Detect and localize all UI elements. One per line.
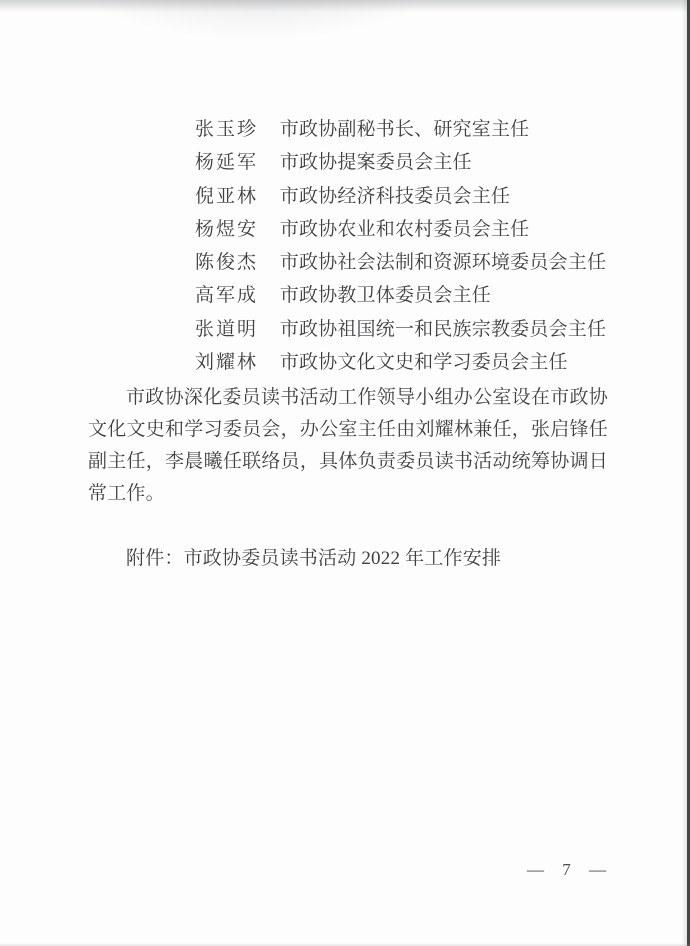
roster-row [195, 146, 606, 179]
roster-row [195, 213, 606, 246]
official-name: 高军成 [195, 285, 259, 307]
official-name: 陈俊杰 [195, 252, 259, 274]
officials-roster [195, 113, 606, 379]
official-title: 市政协社会法制和资源环境委员会主任 [279, 252, 607, 274]
roster-row [195, 113, 606, 146]
scan-shadow-top-corner [60, 0, 420, 40]
official-name: 杨煜安 [195, 218, 259, 240]
roster-row [195, 313, 606, 346]
official-title: 市政协提案委员会主任 [279, 152, 472, 174]
official-title: 市政协农业和农村委员会主任 [279, 218, 530, 240]
official-title: 市政协副秘书长、研究室主任 [279, 119, 530, 140]
scan-shadow-top [0, 0, 690, 12]
attachment-note: 附件：市政协委员读书活动 2022 年工作安排 [126, 548, 502, 569]
official-name: 刘耀林 [195, 352, 259, 374]
official-title: 市政协教卫体委员会主任 [279, 285, 491, 307]
official-title: 市政协祖国统一和民族宗教委员会主任 [279, 318, 607, 340]
official-name: 杨延军 [195, 152, 259, 174]
roster-row [195, 246, 606, 279]
page-number: — 7 — [527, 860, 611, 879]
roster-row [195, 279, 606, 312]
official-name: 张道明 [195, 318, 259, 340]
official-title: 市政协文化文史和学习委员会主任 [279, 352, 568, 374]
official-title: 市政协经济科技委员会主任 [279, 185, 511, 207]
roster-row [195, 180, 606, 213]
office-setup-paragraph: 市政协深化委员读书活动工作领导小组办公室设在市政协文化文史和学习委员会，办公室主任由刘耀林兼任，张启锋任副主任，李晨曦任联络员，具体负责委员读书活动统筹协调日常工作。 [88, 387, 608, 504]
roster-row [195, 346, 606, 379]
official-name: 倪亚林 [195, 185, 259, 207]
official-name: 张玉珍 [195, 119, 259, 140]
